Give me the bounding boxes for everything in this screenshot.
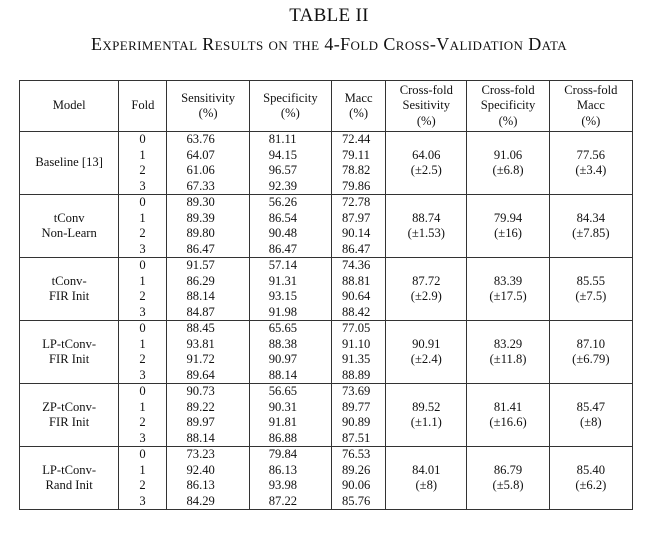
cf-specificity-cell-value: (±16): [494, 226, 522, 240]
sensitivity-cell-value: 89.39: [186, 210, 215, 225]
fold-cell-value: 0: [139, 258, 146, 272]
cf-sensitivity-cell: [386, 384, 467, 447]
cf-macc-cell: [549, 258, 632, 321]
table-row: [20, 195, 633, 258]
cf-sensitivity-cell-value: (±1.1): [410, 415, 442, 429]
fold-cell: [119, 447, 167, 510]
sensitivity-cell-value: 89.22: [186, 399, 215, 414]
cf-specificity-cell-value: 83.29: [493, 336, 523, 351]
specificity-cell-value: 81.11: [268, 132, 297, 146]
macc-cell-value: 88.42: [342, 304, 371, 319]
header-line: (%): [198, 106, 218, 120]
specificity-cell-value: 96.57: [268, 163, 298, 177]
macc-cell-value: 85.76: [342, 493, 371, 508]
header-fold: Fold: [119, 81, 167, 132]
cf-specificity-cell-value: 83.39: [493, 273, 523, 288]
specificity-cell-value: 90.48: [268, 226, 298, 240]
macc-cell-value: 90.06: [342, 478, 371, 492]
macc-cell: [332, 384, 386, 447]
fold-cell-value: 3: [139, 304, 146, 319]
fold-cell-value: 0: [139, 321, 146, 335]
specificity-cell-value: 57.14: [268, 258, 298, 272]
specificity-cell-value: 56.65: [268, 384, 298, 398]
specificity-cell-value: 86.47: [268, 241, 298, 256]
fold-cell-value: 3: [139, 430, 146, 445]
model-cell: [20, 132, 119, 195]
cf-specificity-cell-value: 79.94: [493, 210, 523, 225]
specificity-cell-value: 94.15: [268, 147, 298, 162]
macc-cell-value: 78.82: [342, 163, 371, 177]
model-cell-value: FIR Init: [49, 415, 90, 429]
cf-sensitivity-cell-value: (±2.5): [410, 163, 442, 177]
fold-cell-value: 0: [139, 384, 146, 398]
model-cell-value: tConv-: [51, 273, 87, 288]
cf-specificity-cell: [467, 195, 549, 258]
macc-cell-value: 90.89: [342, 415, 371, 429]
fold-cell-value: 1: [139, 336, 146, 351]
header-line: Macc: [576, 98, 605, 113]
sensitivity-cell-value: 86.29: [186, 273, 215, 288]
model-cell-value: Non-Learn: [41, 226, 97, 240]
header-specificity: [249, 81, 331, 132]
sensitivity-cell-value: 91.72: [186, 352, 215, 366]
header-line: (%): [581, 113, 601, 128]
fold-cell-value: 1: [139, 399, 146, 414]
cf-specificity-cell-value: 91.06: [493, 147, 523, 162]
sensitivity-cell-value: 88.14: [186, 289, 215, 303]
macc-cell-value: 79.86: [342, 178, 371, 193]
sensitivity-cell-value: 89.30: [186, 195, 215, 209]
model-cell: [20, 195, 119, 258]
table-row: [20, 384, 633, 447]
cf-sensitivity-cell-value: 64.06: [412, 147, 441, 162]
fold-cell-value: 0: [139, 132, 146, 146]
fold-cell: [119, 384, 167, 447]
cf-specificity-cell: [467, 447, 549, 510]
table-row: [20, 258, 633, 321]
cf-specificity-cell: [467, 384, 549, 447]
cf-macc-cell-value: (±3.4): [575, 163, 607, 177]
header-cf-sensitivity: [386, 81, 467, 132]
header-line: Specificity: [263, 90, 318, 105]
model-cell-value: tConv: [53, 210, 85, 225]
table-row: [20, 321, 633, 384]
fold-cell: [119, 321, 167, 384]
macc-cell-value: 89.77: [342, 399, 371, 414]
cf-sensitivity-cell-value: (±8): [415, 478, 438, 492]
macc-cell-value: 87.51: [342, 430, 371, 445]
cf-sensitivity-cell-value: (±2.9): [410, 289, 442, 303]
macc-cell-value: 88.89: [342, 367, 371, 382]
sensitivity-cell: [167, 384, 249, 447]
header-line: Sesitivity: [402, 98, 451, 113]
cf-macc-cell: [549, 132, 632, 195]
table-row: [20, 447, 633, 510]
fold-cell-value: 1: [139, 210, 146, 225]
specificity-cell-value: 86.88: [268, 430, 298, 445]
results-body: [20, 132, 633, 510]
header-line: (%): [349, 106, 369, 120]
fold-cell-value: 3: [139, 241, 146, 256]
fold-cell-value: 2: [139, 226, 146, 240]
sensitivity-cell-value: 84.87: [186, 304, 215, 319]
header-line: Cross-fold: [564, 82, 618, 97]
specificity-cell-value: 93.15: [268, 289, 298, 303]
specificity-cell-value: 90.97: [268, 352, 298, 366]
header-row: [20, 81, 633, 132]
header-line: Sensitivity: [181, 90, 236, 105]
macc-cell-value: 91.35: [342, 352, 371, 366]
sensitivity-cell: [167, 321, 249, 384]
model-cell: [20, 384, 119, 447]
specificity-cell-value: 56.26: [268, 195, 298, 209]
cf-sensitivity-cell: [386, 132, 467, 195]
macc-cell-value: 86.47: [342, 241, 371, 256]
sensitivity-cell-value: 84.29: [186, 493, 215, 508]
cf-macc-cell-value: 85.40: [576, 462, 606, 477]
specificity-cell-value: 91.81: [268, 415, 298, 429]
specificity-cell-value: 65.65: [268, 321, 298, 335]
sensitivity-cell-value: 63.76: [186, 132, 215, 146]
cf-specificity-cell-value: (±16.6): [489, 415, 527, 429]
cf-macc-cell-value: (±8): [580, 415, 602, 429]
sensitivity-cell-value: 89.64: [186, 367, 215, 382]
cf-sensitivity-cell-value: (±2.4): [410, 352, 442, 366]
model-cell-value: FIR Init: [49, 289, 90, 303]
cf-sensitivity-cell-value: 88.74: [412, 210, 441, 225]
fold-cell-value: 1: [139, 462, 146, 477]
fold-cell-value: 3: [139, 493, 146, 508]
specificity-cell: [249, 258, 331, 321]
sensitivity-cell-value: 86.47: [186, 241, 215, 256]
specificity-cell: [249, 195, 331, 258]
specificity-cell-value: 88.14: [268, 367, 298, 382]
header-macc: [332, 81, 386, 132]
header-line: (%): [498, 113, 518, 128]
cf-macc-cell-value: (±6.2): [575, 478, 607, 492]
fold-cell-value: 2: [139, 289, 146, 303]
fold-cell-value: 3: [139, 367, 146, 382]
sensitivity-cell: [167, 258, 249, 321]
fold-cell: [119, 258, 167, 321]
specificity-cell: [249, 132, 331, 195]
cf-macc-cell: [549, 447, 632, 510]
fold-cell-value: 3: [139, 178, 146, 193]
fold-cell: [119, 195, 167, 258]
cf-sensitivity-cell: [386, 321, 467, 384]
table-row: [20, 132, 633, 195]
sensitivity-cell-value: 73.23: [186, 447, 215, 461]
fold-cell-value: 1: [139, 273, 146, 288]
table-label: TABLE II: [289, 5, 369, 26]
specificity-cell: [249, 321, 331, 384]
header-line: Macc: [344, 90, 373, 105]
cf-macc-cell-value: (±7.85): [572, 226, 610, 240]
macc-cell-value: 77.05: [342, 321, 371, 335]
cf-macc-cell: [549, 321, 632, 384]
macc-cell: [332, 447, 386, 510]
sensitivity-cell-value: 90.73: [186, 384, 215, 398]
header-line: (%): [416, 113, 436, 128]
specificity-cell-value: 88.38: [268, 336, 298, 351]
specificity-cell-value: 91.98: [268, 304, 298, 319]
model-cell-value: ZP-tConv-: [42, 399, 97, 414]
header-model: Model: [20, 81, 119, 132]
header-cf-specificity: [467, 81, 549, 132]
cf-macc-cell-value: (±6.79): [572, 352, 610, 366]
model-cell-value: FIR Init: [49, 352, 90, 366]
specificity-cell-value: 86.54: [268, 210, 298, 225]
sensitivity-cell-value: 92.40: [186, 462, 215, 477]
cf-specificity-cell-value: 86.79: [493, 462, 523, 477]
model-cell: [20, 258, 119, 321]
cf-macc-cell: [549, 384, 632, 447]
model-cell: [20, 321, 119, 384]
sensitivity-cell-value: 67.33: [186, 178, 215, 193]
sensitivity-cell-value: 93.81: [186, 336, 215, 351]
sensitivity-cell: [167, 132, 249, 195]
cf-macc-cell-value: (±7.5): [575, 289, 607, 303]
macc-cell-value: 72.44: [342, 132, 371, 146]
cf-specificity-cell-value: 81.41: [493, 399, 523, 414]
specificity-cell-value: 79.84: [268, 447, 298, 461]
specificity-cell-value: 93.98: [268, 478, 298, 492]
cf-sensitivity-cell-value: (±1.53): [407, 226, 445, 240]
specificity-cell: [249, 384, 331, 447]
cf-macc-cell-value: 87.10: [576, 336, 606, 351]
header-line: (%): [280, 106, 300, 120]
header-cf-macc: [549, 81, 632, 132]
macc-cell-value: 89.26: [342, 462, 371, 477]
cf-sensitivity-cell-value: 90.91: [412, 336, 441, 351]
cf-sensitivity-cell-value: 84.01: [412, 462, 441, 477]
cf-sensitivity-cell-value: 87.72: [412, 273, 441, 288]
sensitivity-cell-value: 89.97: [186, 415, 215, 429]
macc-cell-value: 72.78: [342, 195, 371, 209]
specificity-cell-value: 86.13: [268, 462, 298, 477]
macc-cell-value: 88.81: [342, 273, 371, 288]
sensitivity-cell-value: 61.06: [186, 163, 215, 177]
macc-cell-value: 76.53: [342, 447, 371, 461]
macc-cell-value: 79.11: [342, 147, 370, 162]
cf-macc-cell: [549, 195, 632, 258]
macc-cell-value: 73.69: [342, 384, 371, 398]
specificity-cell-value: 87.22: [268, 493, 298, 508]
fold-cell-value: 1: [139, 147, 146, 162]
cf-sensitivity-cell: [386, 447, 467, 510]
model-cell-value: Rand Init: [45, 478, 93, 492]
sensitivity-cell-value: 64.07: [186, 147, 215, 162]
specificity-cell-value: 92.39: [268, 178, 298, 193]
cf-specificity-cell: [467, 321, 549, 384]
header-sensitivity: [167, 81, 249, 132]
specificity-cell: [249, 447, 331, 510]
fold-cell-value: 2: [139, 163, 146, 177]
macc-cell-value: 91.10: [342, 336, 371, 351]
cf-specificity-cell: [467, 258, 549, 321]
macc-cell-value: 87.97: [342, 210, 371, 225]
model-cell-value: LP-tConv-: [42, 336, 97, 351]
specificity-cell-value: 91.31: [268, 273, 298, 288]
fold-cell-value: 0: [139, 195, 146, 209]
sensitivity-cell-value: 91.57: [186, 258, 215, 272]
cf-sensitivity-cell: [386, 258, 467, 321]
header-line: Specificity: [480, 98, 536, 113]
macc-cell: [332, 321, 386, 384]
macc-cell: [332, 195, 386, 258]
sensitivity-cell-value: 89.80: [186, 226, 215, 240]
macc-cell-value: 90.64: [342, 289, 371, 303]
cf-specificity-cell-value: (±17.5): [489, 289, 527, 303]
cf-macc-cell-value: 84.34: [576, 210, 606, 225]
cf-macc-cell-value: 85.47: [576, 399, 606, 414]
cf-specificity-cell-value: (±5.8): [492, 478, 524, 492]
cf-specificity-cell-value: (±6.8): [492, 163, 524, 177]
model-cell: [20, 447, 119, 510]
fold-cell-value: 0: [139, 447, 146, 461]
macc-cell: [332, 132, 386, 195]
sensitivity-cell: [167, 447, 249, 510]
header-line: Cross-fold: [399, 82, 453, 97]
sensitivity-cell-value: 88.45: [186, 321, 215, 335]
sensitivity-cell: [167, 195, 249, 258]
macc-cell-value: 90.14: [342, 226, 371, 240]
specificity-cell-value: 90.31: [268, 399, 298, 414]
results-table: [19, 80, 633, 510]
fold-cell-value: 2: [139, 352, 146, 366]
header-line: Cross-fold: [481, 82, 535, 97]
fold-cell-value: 2: [139, 415, 146, 429]
cf-sensitivity-cell: [386, 195, 467, 258]
cf-specificity-cell: [467, 132, 549, 195]
cf-macc-cell-value: 77.56: [576, 147, 606, 162]
macc-cell-value: 74.36: [342, 258, 371, 272]
sensitivity-cell-value: 86.13: [186, 478, 215, 492]
cf-macc-cell-value: 85.55: [576, 273, 606, 288]
model-cell-value: Baseline [13]: [35, 155, 103, 170]
cf-sensitivity-cell-value: 89.52: [412, 399, 441, 414]
sensitivity-cell-value: 88.14: [186, 430, 215, 445]
model-cell-value: LP-tConv-: [42, 462, 97, 477]
fold-cell: [119, 132, 167, 195]
fold-cell-value: 2: [139, 478, 146, 492]
table-caption: Experimental Results on the 4-Fold Cross-Validation Data: [90, 34, 568, 54]
macc-cell: [332, 258, 386, 321]
cf-specificity-cell-value: (±11.8): [489, 352, 527, 366]
